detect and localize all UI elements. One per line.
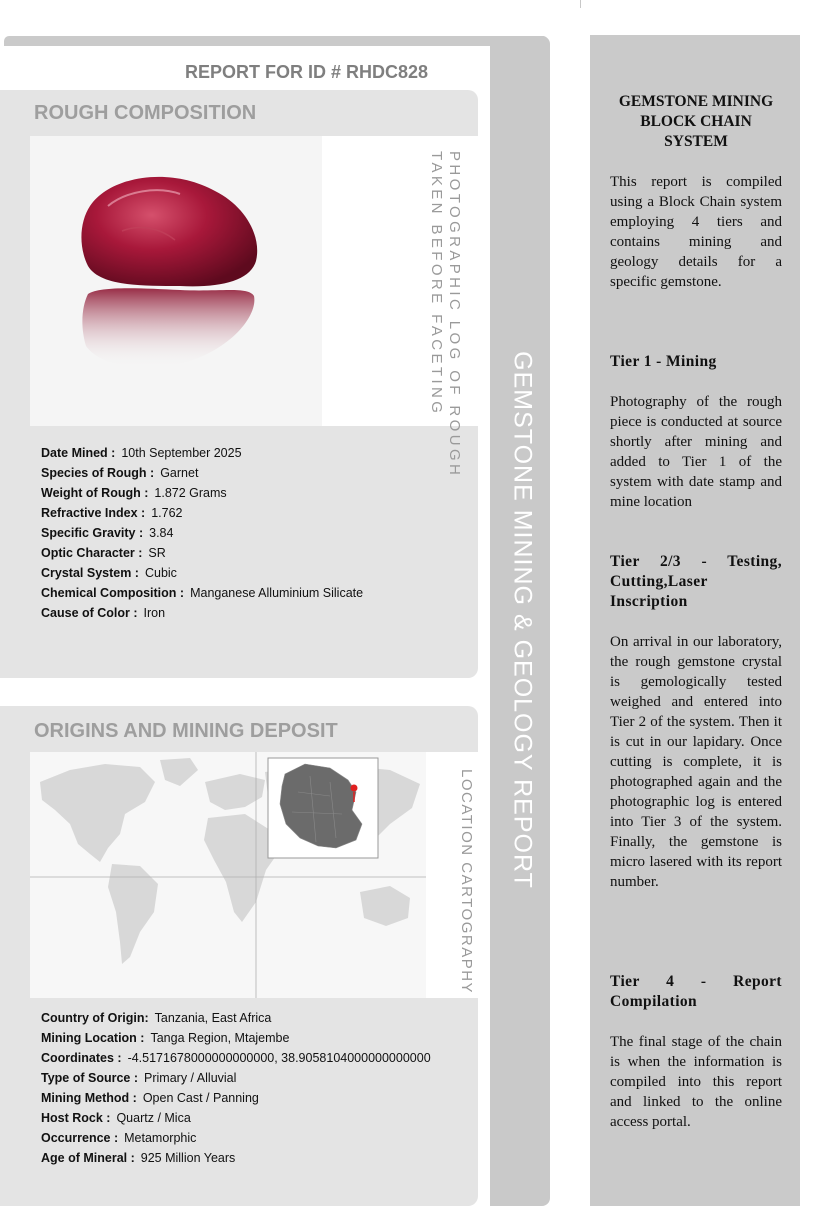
rough-field-row: Cause of Color : Iron	[41, 606, 166, 620]
rough-field-row: Specific Gravity : 3.84	[41, 526, 174, 540]
tier1-heading: Tier 1 - Mining	[610, 353, 717, 370]
world-map-image	[30, 752, 478, 998]
origins-field-row: Type of Source : Primary / Alluvial	[41, 1071, 237, 1085]
origins-field-row: Mining Location : Tanga Region, Mtajembe	[41, 1031, 290, 1045]
tier23-text: On arrival in our laboratory, the rough gemstone crystal is gemologically tested weighed and entered into Tier 2 of the system. Then it is cut in our lapidary. Once cutting is complete, it is photographed again and the photographic log is entered into Tier 3 of the system. Finally, the gemstone is micro lasered with its report number.	[610, 634, 782, 890]
gem-image	[30, 136, 322, 426]
location-cartography-caption: LOCATION CARTOGRAPHY	[458, 769, 475, 995]
rough-field-row: Crystal System : Cubic	[41, 566, 177, 580]
origins-title: ORIGINS AND MINING DEPOSIT	[34, 720, 338, 742]
origins-field-row: Country of Origin: Tanzania, East Africa	[41, 1011, 272, 1025]
rough-field-row: Date Mined : 10th September 2025	[41, 446, 242, 460]
tier4-text: The final stage of the chain is when the information is compiled into this report and linked to the online access portal.	[610, 1034, 782, 1130]
origins-details-list	[41, 1008, 431, 1168]
rough-photo	[30, 136, 322, 426]
top-tick-mark	[580, 0, 581, 8]
rough-photo-box	[30, 136, 478, 426]
tier23-heading: Tier 2/3 - Testing, Cutting,Laser Inscription	[610, 553, 782, 610]
rough-details-list	[41, 443, 363, 623]
rough-field-row: Species of Rough : Garnet	[41, 466, 199, 480]
rough-composition-title: ROUGH COMPOSITION	[34, 102, 257, 124]
origins-field-row: Mining Method : Open Cast / Panning	[41, 1091, 259, 1105]
report-id-heading: REPORT FOR ID # RHDC828	[185, 62, 429, 82]
origins-field-row: Host Rock : Quartz / Mica	[41, 1111, 191, 1125]
photo-log-caption: PHOTOGRAPHIC LOG OF ROUGH TAKEN BEFORE FACETING	[428, 151, 463, 479]
top-header-bar	[4, 36, 548, 46]
origins-field-row: Coordinates : -4.5171678000000000000, 38.9058104000000000000	[41, 1051, 431, 1065]
rough-field-row: Refractive Index : 1.762	[41, 506, 183, 520]
rough-field-row: Optic Character : SR	[41, 546, 166, 560]
tier4-heading: Tier 4 - Report Compilation	[610, 973, 782, 1010]
tier1-text: Photography of the rough piece is conducted at source shortly after mining and added to Tier 1 of the system with date stamp and mine location	[610, 394, 782, 510]
rough-field-row: Chemical Composition : Manganese Alluminium Silicate	[41, 586, 364, 600]
origins-field-row: Occurrence : Metamorphic	[41, 1131, 197, 1145]
rough-field-row: Weight of Rough : 1.872 Grams	[41, 486, 227, 500]
origins-field-row: Age of Mineral : 925 Million Years	[41, 1151, 236, 1165]
blockchain-intro: This report is compiled using a Block Chain system employing 4 tiers and contains mining and geology details for a specific gemstone.	[610, 174, 782, 290]
vertical-report-title: GEMSTONE MINING & GEOLOGY REPORT	[508, 351, 537, 889]
blockchain-title: GEMSTONE MINING BLOCK CHAIN SYSTEM	[618, 93, 774, 150]
location-map	[30, 752, 478, 998]
